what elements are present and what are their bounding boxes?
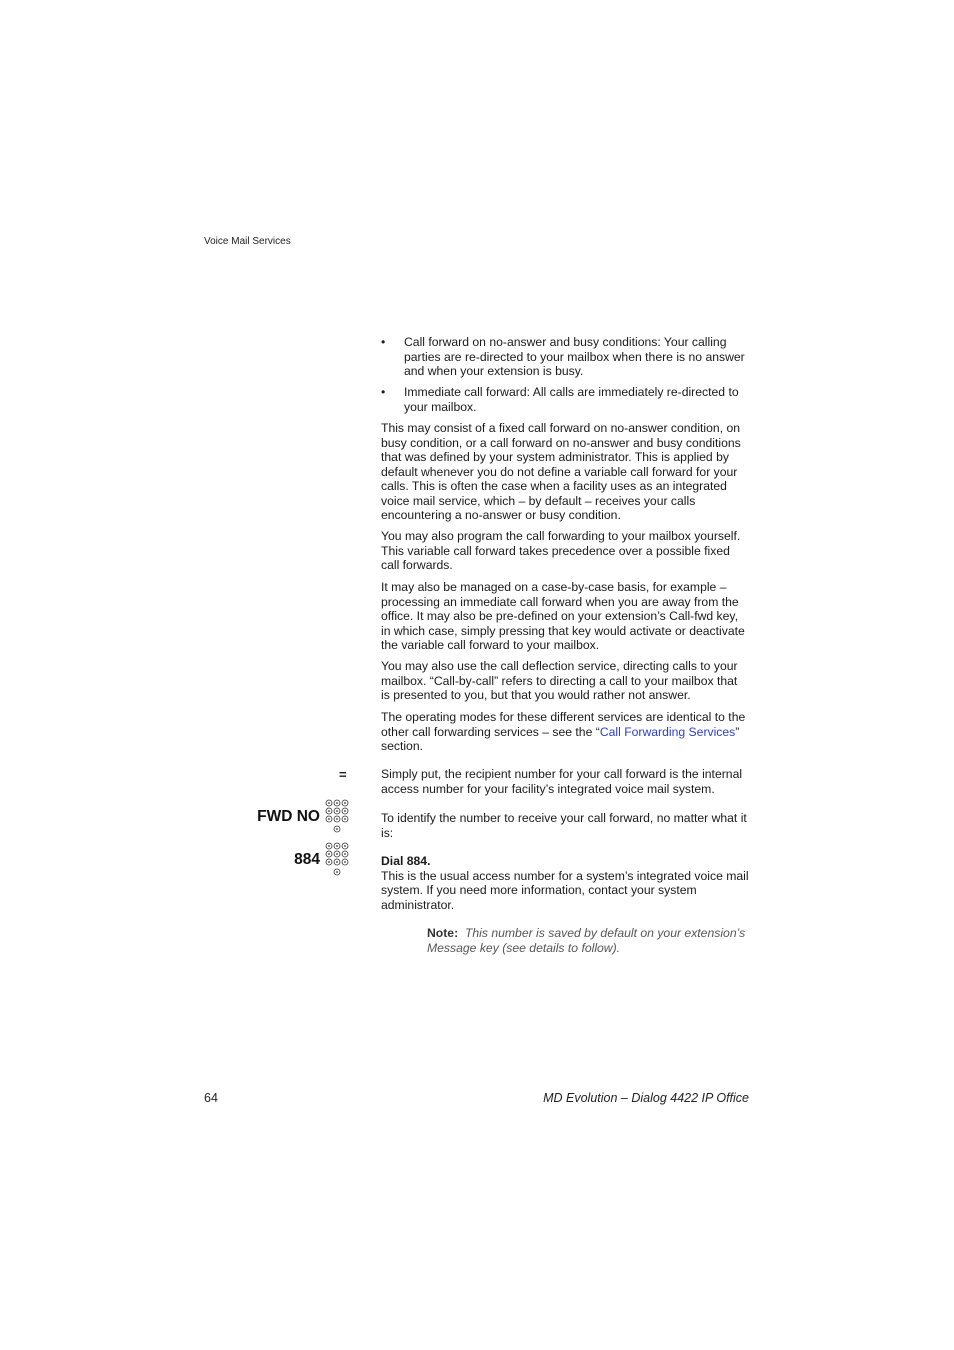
bullet-text: Immediate call forward: All calls are immediately re-directed to your mailbox. — [404, 385, 739, 414]
bullet-marker: • — [381, 335, 386, 349]
body-paragraph: Simply put, the recipient number for your call forward is the internal access number for your facility’s integrated voice mail system. — [381, 767, 743, 796]
equals-symbol: = — [339, 767, 347, 782]
dial-884-key-label: 884 — [294, 851, 320, 868]
note-text: This number is saved by default on your extension’s Message key (see details to follow). — [427, 926, 746, 955]
bullet-item — [381, 335, 749, 379]
body-paragraph: It may also be managed on a case-by-case basis, for example – processing an immediate call forward when you are away from the office. It may also be pre-defined on your extension’s Call-fwd key, in which case, simply pressing that key would activate or deactivate the variable call forward to your mailbox. — [381, 580, 745, 652]
note — [427, 926, 749, 955]
body-text: The operating modes for these different services are identical to the other call forwarding services – see the “ — [381, 710, 746, 739]
body-paragraph: This is the usual access number for a system’s integrated voice mail system. If you need more information, contact your system administrator. — [381, 868, 749, 912]
body-paragraph — [381, 710, 749, 754]
keypad-icon — [325, 799, 349, 835]
bullet-marker: • — [381, 385, 386, 399]
body-paragraph: This may consist of a fixed call forward on no-answer condition, on busy condition, or a call forward on no-answer and busy conditions that was defined by your system administrator. This is applied by default whenever you do not define a variable call forward for your calls. This is often the case when a facility uses as an integrated voice mail service, which – by default – receives your calls encountering a no-answer or busy condition. — [381, 421, 741, 522]
document-title: MD Evolution – Dialog 4422 IP Office — [543, 1091, 749, 1105]
body-paragraph: To identify the number to receive your call forward, no matter what it is: — [381, 811, 747, 840]
dial-heading: Dial 884. — [381, 854, 431, 868]
body-text: ” section. — [381, 724, 740, 753]
page-number: 64 — [204, 1091, 218, 1105]
dial-instruction — [381, 854, 749, 912]
bullet-item — [381, 385, 749, 414]
call-forwarding-services-link[interactable]: Call Forwarding Services — [599, 724, 736, 739]
fwd-no-key-label: FWD NO — [257, 808, 320, 825]
body-paragraph: You may also program the call forwarding to your mailbox yourself. This variable call forward takes precedence over a possible fixed call forwards. — [381, 529, 741, 572]
bullet-text: Call forward on no-answer and busy conditions: Your calling parties are re-directed to your mailbox when there is no answer and when your extension is busy. — [404, 335, 745, 378]
running-header: Voice Mail Services — [204, 236, 291, 247]
body-paragraph: You may also use the call deflection service, directing calls to your mailbox. “Call-by-call” refers to directing a call to your mailbox that is presented to you, but that you would rather not answer. — [381, 659, 738, 702]
keypad-icon — [325, 842, 349, 878]
note-label: Note: — [427, 926, 459, 940]
